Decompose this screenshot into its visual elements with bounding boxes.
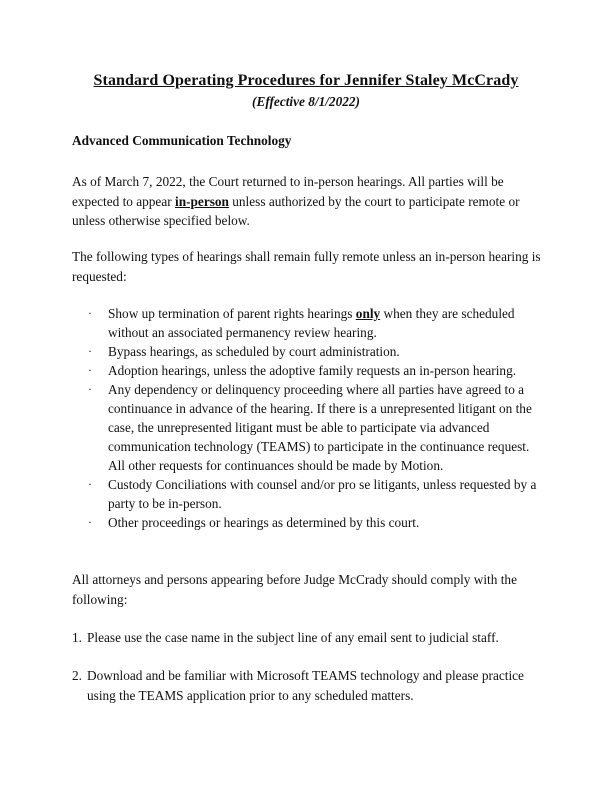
remote-hearings-paragraph: The following types of hearings shall remain fully remote unless an in-person hearing is requested: <box>72 249 541 284</box>
list-item <box>72 513 542 532</box>
item-text: Please use the case name in the subject line of any email sent to judicial staff. <box>87 630 499 645</box>
bullet-icon: · <box>88 344 92 358</box>
list-item <box>72 304 542 342</box>
list-item-text: Bypass hearings, as scheduled by court administration. <box>108 344 400 359</box>
remote-hearings-list <box>72 304 542 532</box>
bullet-icon: · <box>88 477 92 491</box>
list-item <box>72 361 542 380</box>
section-heading: Advanced Communication Technology <box>72 133 292 148</box>
list-item <box>72 380 542 475</box>
item-text: Download and be familiar with Microsoft TEAMS technology and please practice using the TEAMS application prior to any scheduled matters. <box>87 668 524 703</box>
list-item <box>72 342 542 361</box>
list-item-text: Custody Conciliations with counsel and/or pro se litigants, unless requested by a party to be in-person. <box>108 477 537 511</box>
bullet-icon: · <box>88 515 92 529</box>
document-title: Standard Operating Procedures for Jennifer Staley McCrady <box>93 72 519 89</box>
list-item-text: when they are scheduled without an associated permanency review hearing. <box>108 306 515 340</box>
numbered-item <box>72 628 542 648</box>
numbered-item <box>72 666 542 705</box>
intro-paragraph <box>72 172 542 231</box>
intro-emphasis: in-person <box>175 193 229 209</box>
list-item-text: Other proceedings or hearings as determined by this court. <box>108 515 420 530</box>
item-number: 2. <box>72 668 82 683</box>
item-number: 1. <box>72 630 82 645</box>
list-item <box>72 475 542 513</box>
intro-text-end: unless authorized by the court to participate remote or unless otherwise specified below. <box>72 193 520 228</box>
list-item-text: Any dependency or delinquency proceeding where all parties have agreed to a continuance in advance of the hearing. If there is a unrepresented litigant on the case, the unrepresented litigant must be able to participate via advanced communication technology (TEAMS) to participate in the continuance request. All other requests for continuances should be made by Motion. <box>108 382 532 473</box>
bullet-icon: · <box>88 382 92 396</box>
bullet-icon: · <box>88 306 92 320</box>
list-item-text: Show up termination of parent rights hearings <box>108 306 356 321</box>
compliance-paragraph: All attorneys and persons appearing before Judge McCrady should comply with the following: <box>72 572 517 607</box>
bullet-icon: · <box>88 363 92 377</box>
intro-text-start: As of March 7, 2022, the Court returned to in-person hearings. All parties will be expected to appear <box>72 174 504 209</box>
effective-date: (Effective 8/1/2022) <box>252 94 360 109</box>
list-item-emphasis: only <box>355 306 381 321</box>
list-item-text: Adoption hearings, unless the adoptive family requests an in-person hearing. <box>108 363 517 378</box>
